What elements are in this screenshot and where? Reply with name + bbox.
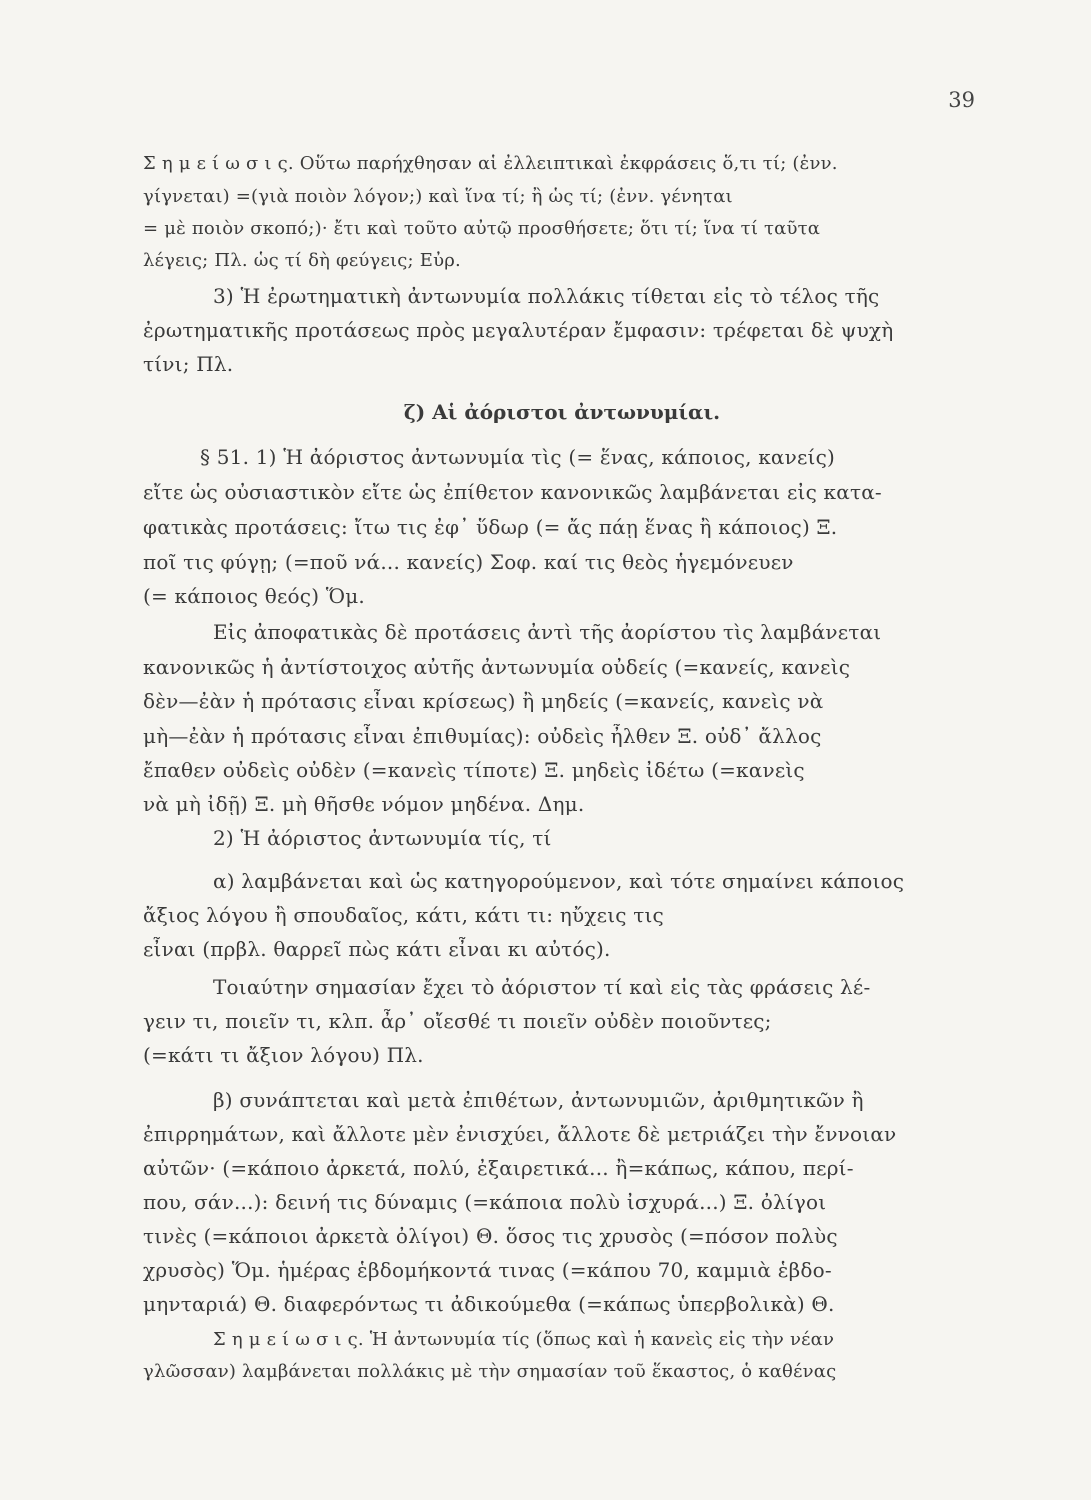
text-line: αὐτῶν· (=κάποιο ἀρκετά, πολύ, ἐξαιρετικά... ἢ=κάπως, κάπου, περί- bbox=[143, 1156, 854, 1180]
text-line: γίγνεται) =(γιὰ ποιὸν λόγον;) καὶ ἵνα τί; ἢ ὡς τί; (ἐνν. γένηται bbox=[143, 186, 733, 207]
text-line: (= κάποιος θεός) Ὅμ. bbox=[143, 584, 365, 608]
text-line: ἔπαθεν οὐδεὶς οὐδὲν (=κανεὶς τίποτε) Ξ. μηδεὶς ἰδέτω (=κανεὶς bbox=[143, 758, 805, 782]
text-line: = μὲ ποιὸν σκοπό;)· ἔτι καὶ τοῦτο αὐτῷ προσθήσετε; ὅτι τί; ἵνα τί ταῦτα bbox=[143, 218, 821, 239]
text-line: ποῖ τις φύγῃ; (=ποῦ νά... κανείς) Σοφ. καί τις θεὸς ἡγεμόνευεν bbox=[143, 550, 794, 574]
text-line: γλῶσσαν) λαμβάνεται πολλάκις μὲ τὴν σημασίαν τοῦ ἕκαστος, ὁ καθένας bbox=[143, 1361, 837, 1382]
text-line: μηνταριά) Θ. διαφερόντως τι ἀδικούμεθα (=κάπως ὑπερβολικὰ) Θ. bbox=[143, 1292, 835, 1316]
text-line: β) συνάπτεται καὶ μετὰ ἐπιθέτων, ἀντωνυμιῶν, ἀριθμητικῶν ἢ bbox=[213, 1088, 864, 1112]
text-line: ἐπιρρημάτων, καὶ ἄλλοτε μὲν ἐνισχύει, ἄλλοτε δὲ μετριάζει τὴν ἔννοιαν bbox=[143, 1122, 897, 1146]
text-line: (=κάτι τι ἄξιον λόγου) Πλ. bbox=[143, 1043, 424, 1067]
text-line: εἶναι (πρβλ. θαρρεῖ πὼς κάτι εἶναι κι αὐτός). bbox=[143, 937, 611, 961]
text-line: § 51. 1) Ἡ ἀόριστος ἀντωνυμία τὶς (= ἕνας, κάποιος, κανείς) bbox=[200, 445, 835, 469]
page-number: 39 bbox=[948, 88, 975, 112]
text-line: Τοιαύτην σημασίαν ἔχει τὸ ἀόριστον τί καὶ εἰς τὰς φράσεις λέ- bbox=[213, 975, 871, 999]
section-heading: ζ) Αἱ ἀόριστοι ἀντωνυμίαι. bbox=[403, 400, 721, 424]
text-line: που, σάν...): δεινή τις δύναμις (=κάποια πολὺ ἰσχυρά...) Ξ. ὀλίγοι bbox=[143, 1190, 827, 1214]
text-line: φατικὰς προτάσεις: ἴτω τις ἐφ᾽ ὕδωρ (= ἄς πάῃ ἕνας ἢ κάποιος) Ξ. bbox=[143, 515, 838, 539]
text-line: κανονικῶς ἡ ἀντίστοιχος αὐτῆς ἀντωνυμία οὐδείς (=κανείς, κανεὶς bbox=[143, 655, 851, 679]
text-line: εἴτε ὡς οὐσιαστικὸν εἴτε ὡς ἐπίθετον κανονικῶς λαμβάνεται εἰς κατα- bbox=[143, 480, 882, 504]
text-line: Σ η μ ε ί ω σ ι ς. Οὕτω παρήχθησαν αἱ ἐλλειπτικαὶ ἐκφράσεις ὅ,τι τί; (ἐνν. bbox=[143, 153, 838, 174]
text-line: τίνι; Πλ. bbox=[143, 352, 234, 376]
text-line: ἐρωτηματικῆς προτάσεως πρὸς μεγαλυτέραν ἔμφασιν: τρέφεται δὲ ψυχὴ bbox=[143, 318, 894, 342]
text-line: Εἰς ἀποφατικὰς δὲ προτάσεις ἀντὶ τῆς ἀορίστου τὶς λαμβάνεται bbox=[213, 620, 882, 644]
text-line: γειν τι, ποιεῖν τι, κλπ. ἆρ᾽ οἴεσθέ τι ποιεῖν οὐδὲν ποιοῦντες; bbox=[143, 1009, 772, 1033]
text-line: χρυσὸς) Ὅμ. ἡμέρας ἑβδομήκοντά τινας (=κάπου 70, καμμιὰ ἑβδο- bbox=[143, 1258, 832, 1282]
text-line: λέγεις; Πλ. ὡς τί δὴ φεύγεις; Εὐρ. bbox=[143, 250, 461, 271]
text-line: δὲν—ἐὰν ἡ πρότασις εἶναι κρίσεως) ἢ μηδείς (=κανείς, κανεὶς νὰ bbox=[143, 689, 824, 713]
text-line: νὰ μὴ ἰδῇ) Ξ. μὴ θῆσθε νόμον μηδένα. Δημ. bbox=[143, 792, 585, 816]
text-line: Σ η μ ε ί ω σ ι ς. Ἡ ἀντωνυμία τίς (ὅπως καὶ ἡ κανεὶς εἰς τὴν νέαν bbox=[213, 1329, 835, 1350]
text-line: ἄξιος λόγου ἢ σπουδαῖος, κάτι, κάτι τι: ηὔχεις τις bbox=[143, 903, 664, 927]
text-line: μὴ—ἐὰν ἡ πρότασις εἶναι ἐπιθυμίας): οὐδεὶς ἦλθεν Ξ. οὐδ᾽ ἄλλος bbox=[143, 724, 822, 748]
text-line: 2) Ἡ ἀόριστος ἀντωνυμία τίς, τί bbox=[213, 826, 552, 850]
text-line: τινὲς (=κάποιοι ἀρκετὰ ὀλίγοι) Θ. ὅσος τις χρυσὸς (=πόσον πολὺς bbox=[143, 1224, 838, 1248]
text-line: α) λαμβάνεται καὶ ὡς κατηγορούμενον, καὶ τότε σημαίνει κάποιος bbox=[213, 869, 905, 893]
text-line: 3) Ἡ ἐρωτηματικὴ ἀντωνυμία πολλάκις τίθεται εἰς τὸ τέλος τῆς bbox=[213, 284, 880, 308]
